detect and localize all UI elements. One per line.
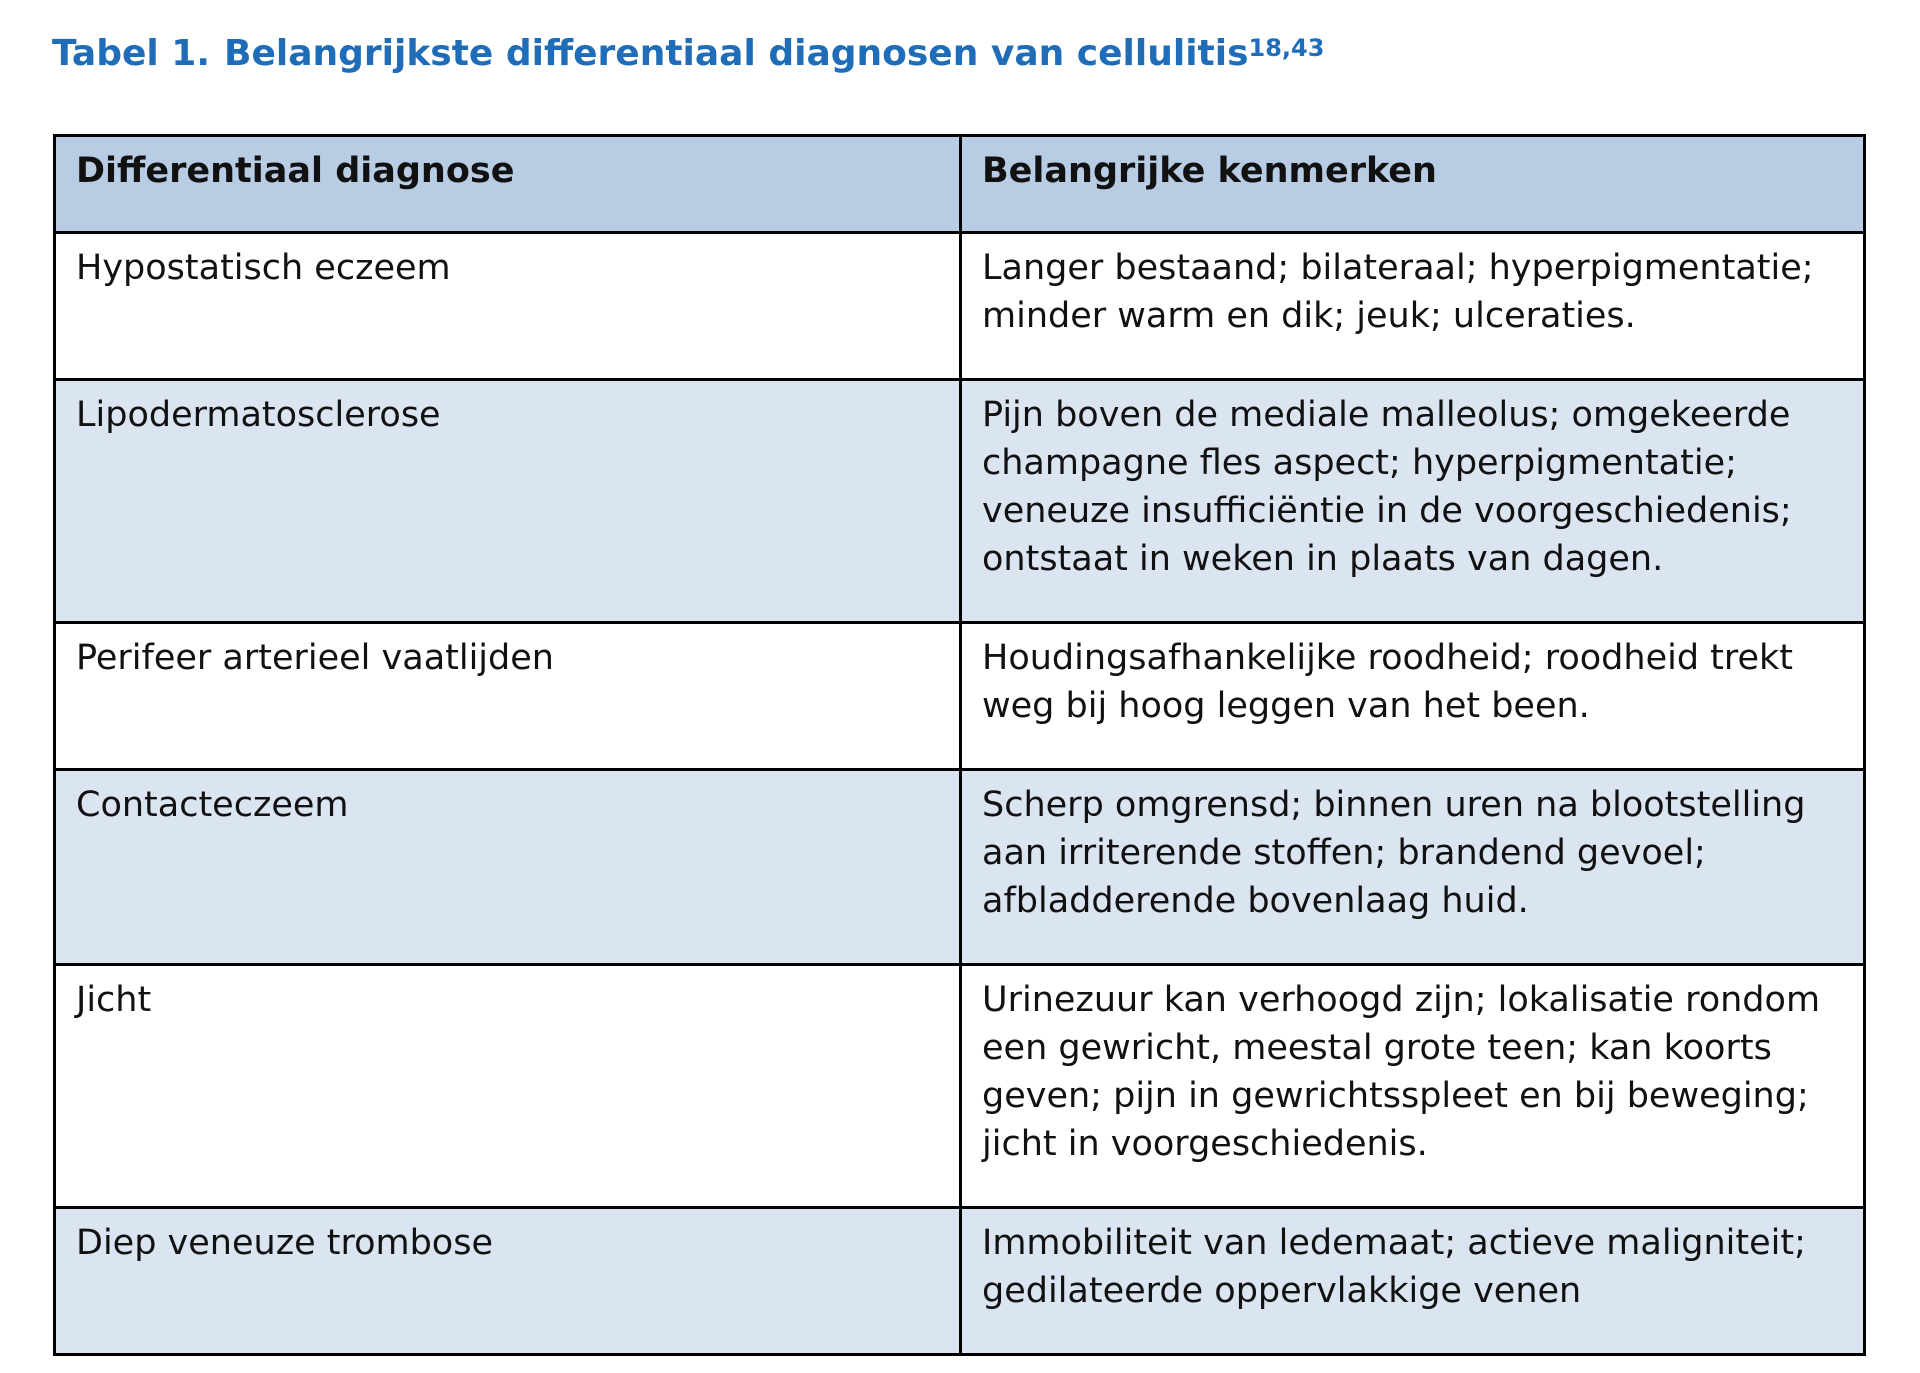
diagnosis-cell: Jicht [55, 965, 961, 1208]
diagnosis-cell: Contacteczeem [55, 770, 961, 965]
features-cell: Immobiliteit van ledemaat; actieve maligniteit; gedilateerde oppervlakkige venen [961, 1208, 1865, 1355]
caption-title: Belangrijkste differentiaal diagnosen van cellulitis [224, 33, 1249, 74]
table-row [55, 623, 1865, 770]
caption-label: Tabel 1. [52, 33, 210, 74]
features-cell: Urinezuur kan verhoogd zijn; lokalisatie rondom een gewricht, meestal grote teen; kan koorts geven; pijn in gewrichtsspleet en bij beweging; jicht in voorgeschiedenis. [961, 965, 1865, 1208]
header-features: Belangrijke kenmerken [961, 136, 1865, 233]
features-cell: Langer bestaand; bilateraal; hyperpigmentatie; minder warm en dik; jeuk; ulceraties. [961, 233, 1865, 380]
table-row [55, 1208, 1865, 1355]
features-cell: Scherp omgrensd; binnen uren na blootstelling aan irriterende stoffen; brandend gevoel; afbladderende bovenlaag huid. [961, 770, 1865, 965]
table-header-row [55, 136, 1865, 233]
table-row [55, 233, 1865, 380]
diagnosis-cell: Lipodermatosclerose [55, 380, 961, 623]
table-row [55, 380, 1865, 623]
diagnosis-cell: Hypostatisch eczeem [55, 233, 961, 380]
differential-diagnosis-table [53, 134, 1866, 1356]
header-diagnosis: Differentiaal diagnose [55, 136, 961, 233]
table-caption [52, 28, 1324, 80]
diagnosis-cell: Perifeer arterieel vaatlijden [55, 623, 961, 770]
table-row [55, 770, 1865, 965]
diagnosis-cell: Diep veneuze trombose [55, 1208, 961, 1355]
table-row [55, 965, 1865, 1208]
features-cell: Pijn boven de mediale malleolus; omgekeerde champagne fles aspect; hyperpigmentatie; veneuze insufficiëntie in de voorgeschiedenis; ontstaat in weken in plaats van dagen. [961, 380, 1865, 623]
caption-references: 18,43 [1248, 34, 1325, 62]
features-cell: Houdingsafhankelijke roodheid; roodheid trekt weg bij hoog leggen van het been. [961, 623, 1865, 770]
